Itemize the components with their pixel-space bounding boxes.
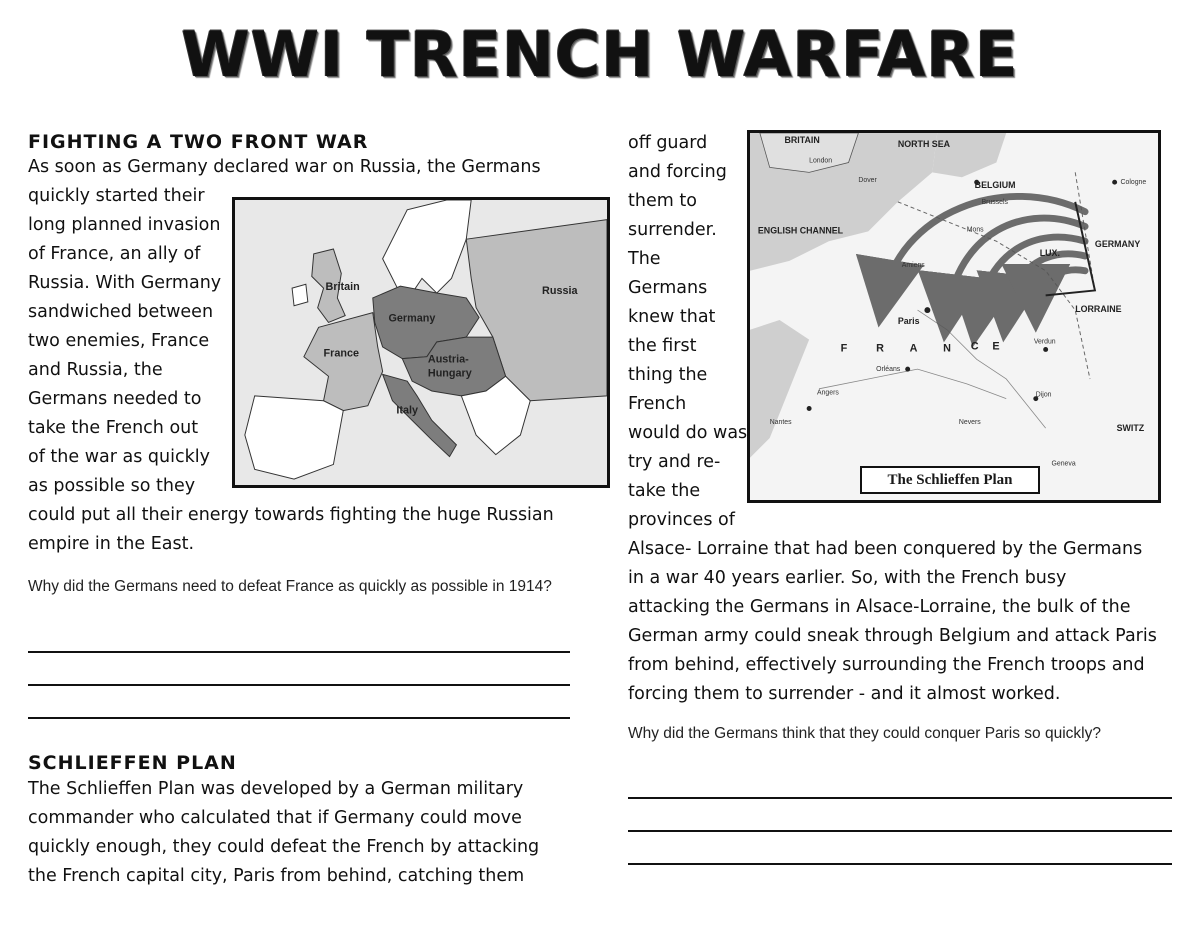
map-label-paris: Paris xyxy=(897,315,920,326)
map-label-nantes: Nantes xyxy=(769,419,792,427)
map-label-mons: Mons xyxy=(966,226,984,234)
map-label-austria: Austria- xyxy=(427,353,469,366)
map-label-germany: GERMANY xyxy=(1094,239,1141,250)
map-label-france: France xyxy=(323,347,360,360)
answer-line[interactable] xyxy=(628,797,1172,799)
right-column-narrow-text xyxy=(628,129,747,535)
text-line: long planned invasion xyxy=(28,215,221,235)
answer-line[interactable] xyxy=(628,830,1172,832)
text-line: the French capital city, Paris from behind, catching them xyxy=(28,866,525,886)
map-label-english-channel: ENGLISH CHANNEL xyxy=(757,225,844,236)
text-line: commander who calculated that if Germany could move xyxy=(28,808,522,828)
map-label-north-sea: NORTH SEA xyxy=(897,138,951,149)
question-1: Why did the Germans need to defeat France as quickly as possible in 1914? xyxy=(28,578,552,595)
map-label-france-r: R xyxy=(876,342,884,355)
page-title: WWI TRENCH WARFARE xyxy=(181,18,1019,91)
text-line: knew that xyxy=(628,307,716,327)
map-label-britain: Britain xyxy=(325,281,360,294)
text-line: forcing them to surrender - and it almost worked. xyxy=(628,684,1061,704)
text-line: Germans needed to xyxy=(28,389,202,409)
text-line: provinces of xyxy=(628,510,735,530)
text-line: of the war as quickly xyxy=(28,447,210,467)
map-label-italy: Italy xyxy=(396,404,419,417)
text-line: of France, an ally of xyxy=(28,244,201,264)
map-label-brussels: Brussels xyxy=(981,198,1008,206)
europe-map-graphic xyxy=(235,200,607,485)
text-line: take the French out xyxy=(28,418,199,438)
text-line: Russia. With Germany xyxy=(28,273,222,293)
answer-line[interactable] xyxy=(28,684,570,686)
map-label-belgium: BELGIUM xyxy=(974,180,1016,191)
europe-map xyxy=(232,197,610,488)
map-label-amiens: Amiens xyxy=(901,261,925,269)
schlieffen-plan-map xyxy=(747,130,1161,503)
answer-line[interactable] xyxy=(28,651,570,653)
map-label-dijon: Dijon xyxy=(1035,391,1052,399)
map-label-russia: Russia xyxy=(542,285,578,298)
map-label-france-f: F xyxy=(840,342,848,355)
text-line: attacking the Germans in Alsace-Lorraine, the bulk of the xyxy=(628,597,1131,617)
text-line: two enemies, France xyxy=(28,331,210,351)
question-2: Why did the Germans think that they could conquer Paris so quickly? xyxy=(628,725,1101,742)
map-label-france-a: A xyxy=(909,342,918,355)
answer-line[interactable] xyxy=(628,863,1172,865)
right-column-wide-text xyxy=(628,535,1157,709)
map-label-lux: LUX. xyxy=(1039,247,1060,258)
text-line: could put all their energy towards fighting the huge Russian xyxy=(28,505,554,525)
map-label-switz: SWITZ xyxy=(1116,423,1145,434)
text-line: The xyxy=(628,249,661,269)
map-label-germany: Germany xyxy=(388,312,436,325)
schlieffen-map-graphic xyxy=(750,133,1158,500)
map-label-orleans: Orléans xyxy=(876,366,901,374)
text-line: thing the xyxy=(628,365,708,385)
text-line: empire in the East. xyxy=(28,534,195,554)
map-label-france-n: N xyxy=(943,342,951,355)
text-line: off guard xyxy=(628,133,708,153)
text-line: and Russia, the xyxy=(28,360,163,380)
text-line: sandwiched between xyxy=(28,302,214,322)
text-line: the first xyxy=(628,336,697,356)
text-line: Alsace- Lorraine that had been conquered by the Germans xyxy=(628,539,1143,559)
text-line: German army could sneak through Belgium and attack Paris xyxy=(628,626,1157,646)
section-text-schlieffen-plan xyxy=(28,775,539,891)
text-line: Germans xyxy=(628,278,708,298)
text-line: and forcing xyxy=(628,162,727,182)
map-label-london: London xyxy=(809,157,833,165)
text-line: would do was xyxy=(628,423,748,443)
answer-line[interactable] xyxy=(28,717,570,719)
text-line: quickly enough, they could defeat the French by attacking xyxy=(28,837,540,857)
text-line: take the xyxy=(628,481,701,501)
text-line: The Schlieffen Plan was developed by a German military xyxy=(28,779,524,799)
map-label-dover: Dover xyxy=(858,177,877,185)
map-label-angers: Angers xyxy=(817,389,839,397)
text-line: them to xyxy=(628,191,697,211)
map-label-britain: BRITAIN xyxy=(784,134,820,145)
schlieffen-map-caption: The Schlieffen Plan xyxy=(860,466,1040,494)
map-label-hungary: Hungary xyxy=(427,367,472,380)
map-label-cologne: Cologne xyxy=(1120,179,1147,187)
text-line: try and re- xyxy=(628,452,721,472)
map-label-geneva: Geneva xyxy=(1051,460,1076,468)
text-line: French xyxy=(628,394,687,414)
text-line: from behind, effectively surrounding the French troops and xyxy=(628,655,1145,675)
map-label-france-e: E xyxy=(992,340,1000,353)
text-line: as possible so they xyxy=(28,476,196,496)
map-label-verdun: Verdun xyxy=(1033,338,1056,346)
text-line: As soon as Germany declared war on Russia, the Germans xyxy=(28,157,541,177)
map-label-nevers: Nevers xyxy=(958,419,981,427)
section-heading-two-front-war: FIGHTING A TWO FRONT WAR xyxy=(28,131,369,153)
text-line: surrender. xyxy=(628,220,717,240)
map-label-lorraine: LORRAINE xyxy=(1075,304,1122,315)
text-line: quickly started their xyxy=(28,186,205,206)
section-heading-schlieffen-plan: SCHLIEFFEN PLAN xyxy=(28,752,237,774)
map-label-france-c: C xyxy=(970,340,979,353)
text-line: in a war 40 years earlier. So, with the French busy xyxy=(628,568,1067,588)
